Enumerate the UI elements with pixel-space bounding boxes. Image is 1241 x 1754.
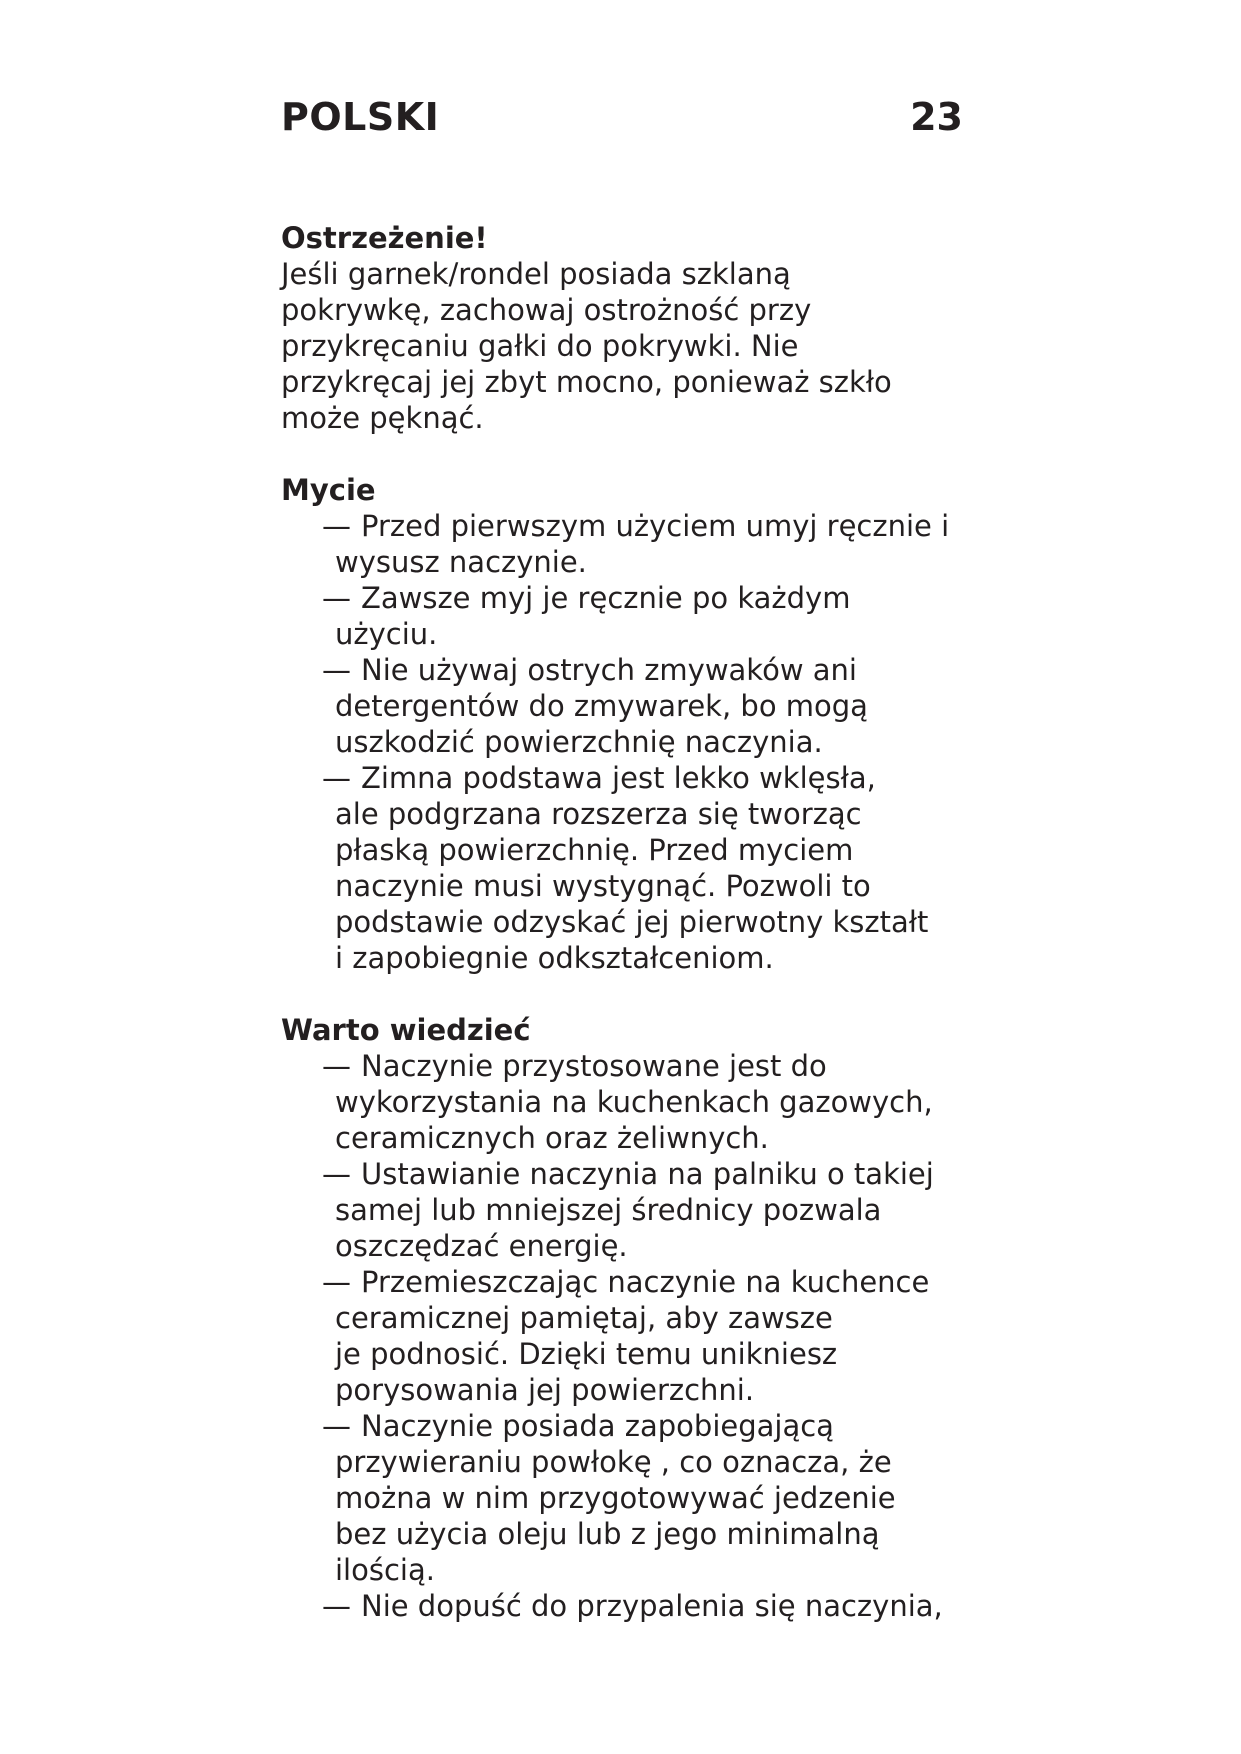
warning-text: Jeśli garnek/rondel posiada szklaną pokrywkę, zachowaj ostrożność przy przykręcaniu gałki do pokrywki. Nie przykręcaj jej zbyt mocno, ponieważ szkło może pęknąć. xyxy=(281,257,892,435)
list-item-text: Przemieszczając naczynie na kuchence ceramicznej pamiętaj, aby zawsze je podnosić. Dzięki temu unikniesz porysowania jej powierzchni. xyxy=(335,1265,930,1407)
list-item xyxy=(323,652,981,760)
list-item xyxy=(323,1408,981,1588)
list-item-text: Nie dopuść do przypalenia się naczynia, xyxy=(361,1589,943,1623)
list-item xyxy=(323,760,981,976)
list-dash: — xyxy=(322,653,351,687)
good-to-know-section xyxy=(281,1012,981,1624)
list-item-text: Zimna podstawa jest lekko wklęsła, ale podgrzana rozszerza się tworząc płaską powierzchnię. Przed myciem naczynie musi wystygnąć. Pozwoli to podstawie odzyskać jej pierwotny kształt i zapobiegnie odkształceniom. xyxy=(335,761,929,975)
list-item xyxy=(323,580,981,652)
page-header xyxy=(281,92,963,142)
list-dash: — xyxy=(322,1049,351,1083)
list-dash: — xyxy=(322,1157,351,1191)
list-item xyxy=(323,1048,981,1156)
good-to-know-title: Warto wiedzieć xyxy=(281,1013,531,1047)
list-dash: — xyxy=(322,1265,351,1299)
manual-page xyxy=(281,0,981,1754)
page-content xyxy=(281,220,981,1660)
list-item-text: Naczynie przystosowane jest do wykorzystania na kuchenkach gazowych, ceramicznych oraz żeliwnych. xyxy=(335,1049,933,1155)
washing-section xyxy=(281,472,981,976)
list-item-text: Nie używaj ostrych zmywaków ani detergentów do zmywarek, bo mogą uszkodzić powierzchnię naczynia. xyxy=(335,653,868,759)
list-dash: — xyxy=(322,761,351,795)
list-item-text: Naczynie posiada zapobiegającą przywieraniu powłokę , co oznacza, że można w nim przygotowywać jedzenie bez użycia oleju lub z jego minimalną ilością. xyxy=(335,1409,896,1587)
list-item-text: Ustawianie naczynia na palniku o takiej samej lub mniejszej średnicy pozwala oszczędzać energię. xyxy=(335,1157,934,1263)
list-dash: — xyxy=(322,1589,351,1623)
list-dash: — xyxy=(322,581,351,615)
warning-section xyxy=(281,220,981,436)
warning-title: Ostrzeżenie! xyxy=(281,221,488,255)
page-number: 23 xyxy=(910,95,963,139)
language-heading: POLSKI xyxy=(281,95,440,139)
list-item xyxy=(323,508,981,580)
list-item xyxy=(323,1264,981,1408)
list-dash: — xyxy=(322,509,351,543)
list-dash: — xyxy=(322,1409,351,1443)
list-item xyxy=(323,1588,981,1624)
list-item-text: Przed pierwszym użyciem umyj ręcznie i wysusz naczynie. xyxy=(335,509,950,579)
good-to-know-list xyxy=(281,1048,981,1624)
list-item xyxy=(323,1156,981,1264)
list-item-text: Zawsze myj je ręcznie po każdym użyciu. xyxy=(335,581,851,651)
washing-list xyxy=(281,508,981,976)
washing-title: Mycie xyxy=(281,473,376,507)
